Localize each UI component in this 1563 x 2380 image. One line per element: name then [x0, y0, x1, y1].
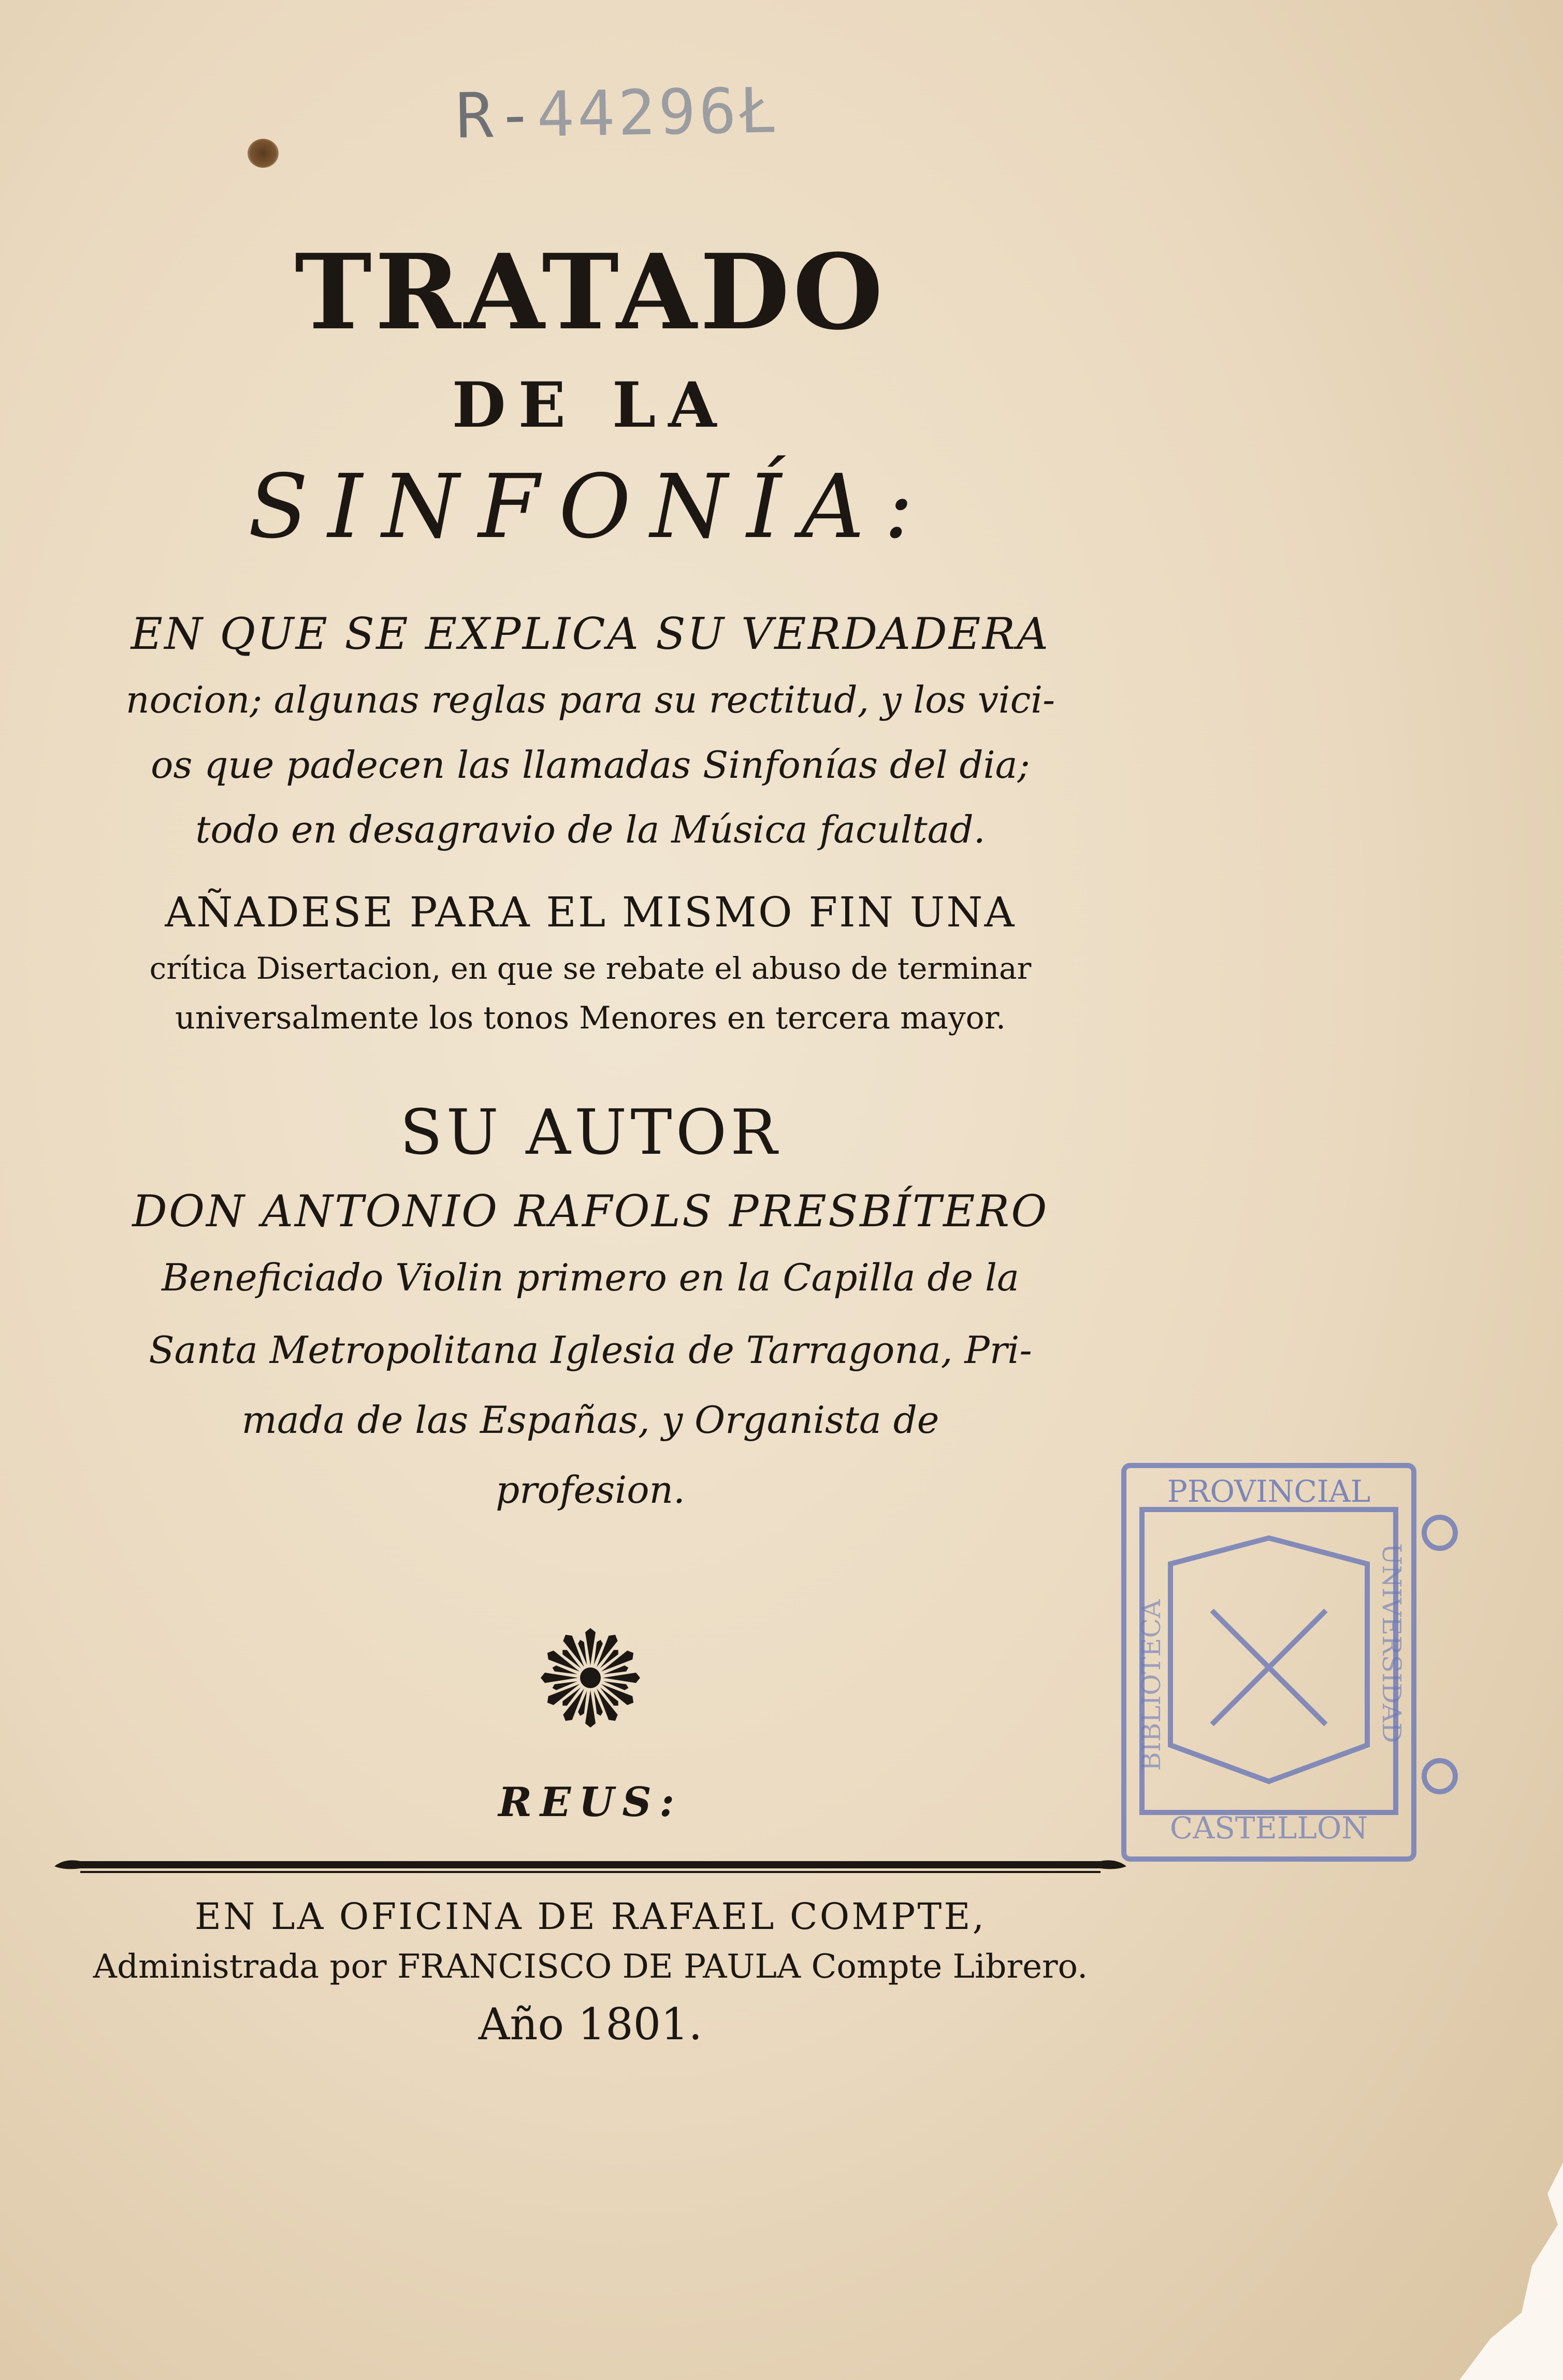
double-rule	[49, 1854, 1132, 1875]
stamp-text-bottom: CASTELLON	[1169, 1810, 1368, 1846]
subtitle-line-4: todo en desagravio de la Música facultad.	[195, 808, 986, 851]
author-description-line-4: profesion.	[496, 1468, 685, 1512]
subtitle-line-2: nocion; algunas reglas para su rectitud, y los vici-	[125, 678, 1055, 721]
subtitle-line-1: EN QUE SE EXPLICA SU VERDADERA	[131, 608, 1050, 659]
subtitle-line-3: os que padecen las llamadas Sinfonías del dia;	[151, 743, 1030, 787]
printers-ornament	[539, 1626, 642, 1730]
author-name: DON ANTONIO RAFOLS PRESBÍTERO	[132, 1186, 1049, 1237]
imprint-line-2: Administrada por FRANCISCO DE PAULA Compte Librero.	[93, 1948, 1088, 1986]
title-line-3: SINFONÍA:	[248, 456, 933, 558]
ink-spot	[248, 139, 279, 168]
author-description-line-1: Beneficiado Violin primero en la Capilla de la	[162, 1256, 1019, 1299]
addendum-line-1: AÑADESE PARA EL MISMO FIN UNA	[165, 888, 1016, 936]
torn-corner	[1428, 2163, 1563, 2380]
stamp-text-left: BIBLIOTECA	[1136, 1599, 1166, 1771]
title-line-1: TRATADO	[295, 231, 886, 353]
stamp-text-top: PROVINCIAL	[1167, 1474, 1371, 1509]
place-of-printing: REUS:	[498, 1779, 683, 1826]
call-number-stamp	[455, 75, 780, 153]
author-description-line-2: Santa Metropolitana Iglesia de Tarragona, Pri-	[149, 1328, 1032, 1372]
stamp-text-right: UNIVERSIDAD	[1377, 1543, 1407, 1744]
call-number-prefix: R-	[455, 79, 538, 153]
addendum-line-2: crítica Disertacion, en que se rebate el abuso de terminar	[149, 951, 1032, 986]
call-number-digits: 44296	[536, 75, 740, 151]
ornament-rays	[541, 1628, 640, 1728]
imprint-line-3: Año 1801.	[478, 1999, 703, 2050]
title-line-2: DE LA	[452, 369, 729, 442]
author-description-line-3: mada de las Españas, y Organista de	[241, 1398, 939, 1442]
addendum-line-3: universalmente los tonos Menores en tercera mayor.	[175, 1000, 1006, 1036]
call-number-suffix: Ł	[739, 75, 781, 148]
imprint-line-1: EN LA OFICINA DE RAFAEL COMPTE,	[194, 1895, 987, 1938]
library-stamp	[1113, 1455, 1471, 1869]
author-heading: SU AUTOR	[400, 1097, 781, 1169]
